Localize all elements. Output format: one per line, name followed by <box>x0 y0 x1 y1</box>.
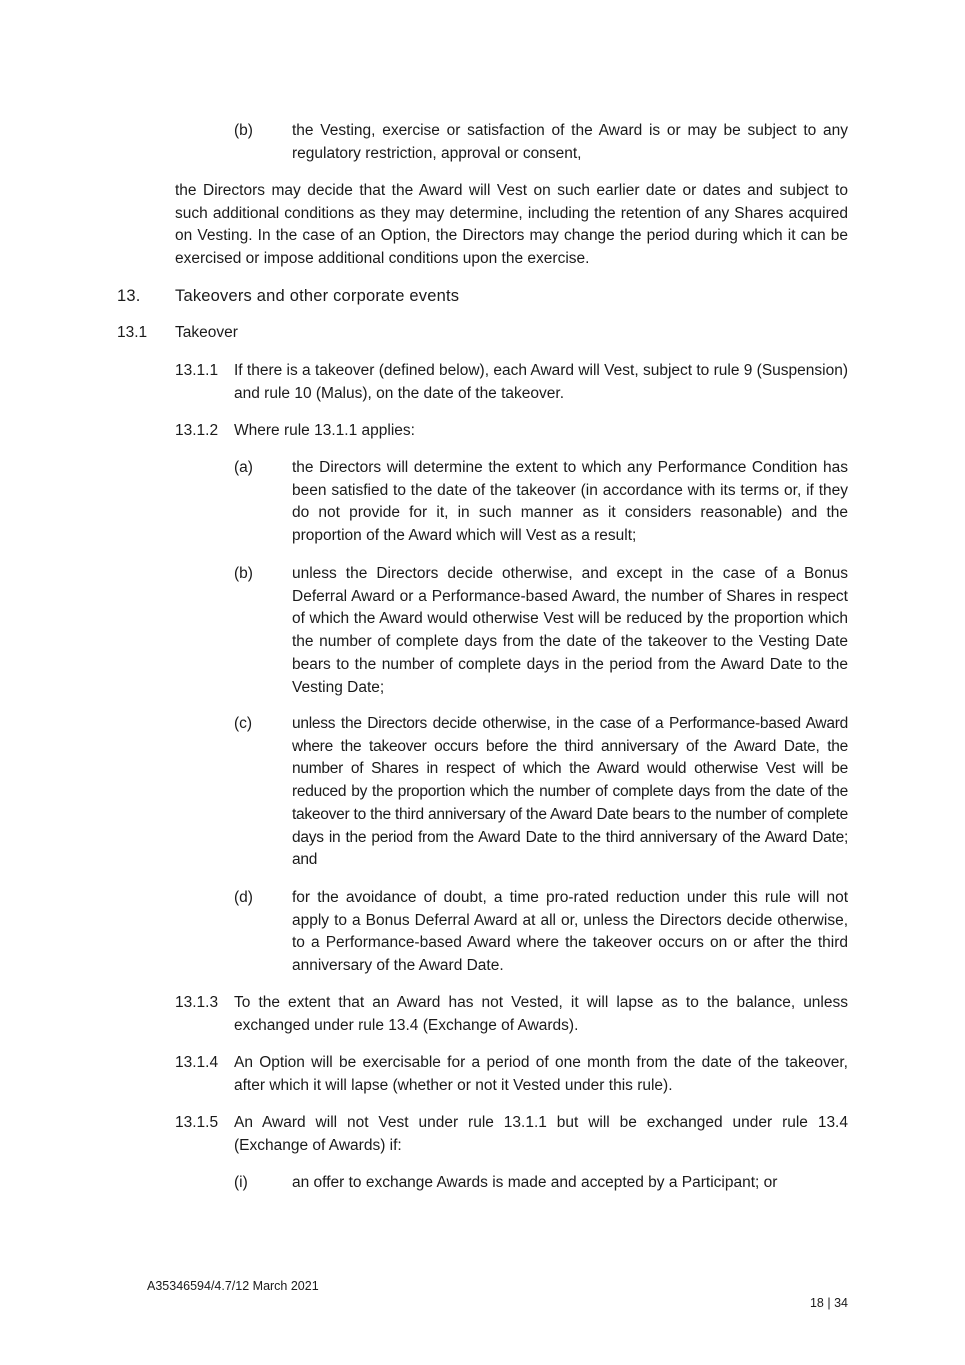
rule-number-13-1-4: 13.1.4 <box>175 1054 219 1071</box>
rule-text-13-1-3: To the extent that an Award has not Vested, it will lapse as to the balance, unless exchanged under rule 13.4 (Exchange of Awards). <box>234 994 848 1034</box>
section-number-13: 13. <box>117 287 141 305</box>
item-text-i: an offer to exchange Awards is made and accepted by a Participant; or <box>292 1174 778 1191</box>
rule-number-13-1-5: 13.1.5 <box>175 1114 219 1131</box>
footer-document-reference: A35346594/4.7/12 March 2021 <box>147 1279 319 1293</box>
item-text-b-top: the Vesting, exercise or satisfaction of the Award is or may be subject to any regulatory restriction, approval or consent, <box>292 122 848 162</box>
item-text-a: the Directors will determine the extent to which any Performance Condition has been satisfied to the date of the takeover (in accordance with its terms or, if they do not provide for it, in such manner as it considers reasonable) and the proportion of the Award which will Vest as a result; <box>292 459 848 545</box>
section-number-13-1: 13.1 <box>117 324 148 341</box>
item-text-b: unless the Directors decide otherwise, and except in the case of a Bonus Deferral Award or a Performance-based Award, the number of Shares in respect of which the Award would otherwise Vest will be reduced by the proportion which the number of complete days from the date of the takeover to the Vesting Date bears to the number of complete days in the period from the Award Date to the Vesting Date; <box>292 565 848 696</box>
rule-number-13-1-2: 13.1.2 <box>175 422 219 439</box>
item-marker-d: (d) <box>234 889 253 906</box>
directors-paragraph: the Directors may decide that the Award will Vest on such earlier date or dates and subject to such additional conditions as they may determine, including the retention of any Shares acquired on Vesting. In the case of an Option, the Directors may change the period during which it can be exercised or impose additional conditions upon the exercise. <box>175 182 848 268</box>
rule-number-13-1-1: 13.1.1 <box>175 362 219 379</box>
item-marker-a: (a) <box>234 459 253 476</box>
item-marker-i: (i) <box>234 1174 248 1191</box>
section-title-13-1: Takeover <box>175 324 238 341</box>
item-marker-b: (b) <box>234 565 253 582</box>
item-marker-c: (c) <box>234 715 253 732</box>
footer-page-number: 18 | 34 <box>809 1296 848 1310</box>
item-text-d: for the avoidance of doubt, a time pro-rated reduction under this rule will not apply to a Bonus Deferral Award at all or, unless the Directors decide otherwise, to a Performance-based Award where the takeover occurs on or after the third anniversary of the Award Date. <box>292 889 848 975</box>
item-text-c: unless the Directors decide otherwise, in the case of a Performance-based Award where the takeover occurs before the third anniversary of the Award Date, the number of Shares in respect of which the Award would otherwise Vest will be reduced by the proportion which the number of complete days from the date of the takeover to the third anniversary of the Award Date bears to the number of complete days in the period from the Award Date to the third anniversary of the Award Date; and <box>292 715 848 869</box>
rule-text-13-1-2: Where rule 13.1.1 applies: <box>234 422 415 439</box>
rule-text-13-1-4: An Option will be exercisable for a period of one month from the date of the takeover, after which it will lapse (whether or not it Vested under this rule). <box>234 1054 848 1094</box>
rule-text-13-1-5: An Award will not Vest under rule 13.1.1 but will be exchanged under rule 13.4 (Exchange of Awards) if: <box>234 1114 848 1154</box>
rule-text-13-1-1: If there is a takeover (defined below), each Award will Vest, subject to rule 9 (Suspension) and rule 10 (Malus), on the date of the takeover. <box>234 362 849 402</box>
section-title-13: Takeovers and other corporate events <box>175 287 460 305</box>
rule-number-13-1-3: 13.1.3 <box>175 994 219 1011</box>
item-marker-b-top: (b) <box>234 122 253 139</box>
